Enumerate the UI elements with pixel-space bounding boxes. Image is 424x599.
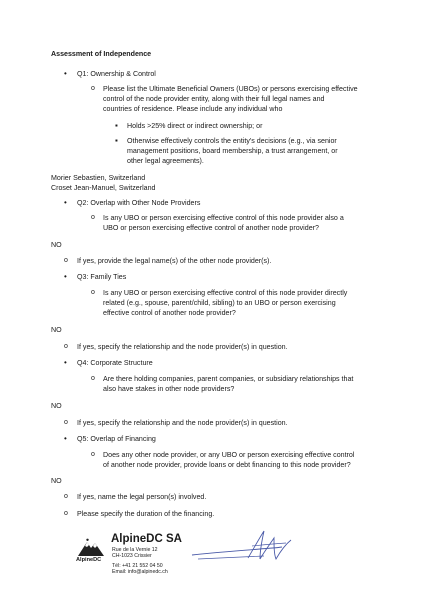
- circle-bullet-icon: o: [91, 451, 95, 458]
- question-5-followup: If yes, name the legal person(s) involved.: [77, 493, 207, 501]
- question-1-prompt-line: control of the node provider entity, along with their full legal names and: [103, 95, 325, 103]
- circle-bullet-icon: o: [64, 510, 68, 517]
- bullet-icon: •: [64, 358, 67, 367]
- alpinedc-logo-icon: [77, 538, 105, 557]
- question-3-prompt-line: effective control of another node provider?: [103, 309, 236, 317]
- question-5-followup: Please specify the duration of the financing.: [77, 510, 215, 518]
- circle-bullet-icon: o: [64, 343, 68, 350]
- question-2-followup: If yes, provide the legal name(s) of the other node provider(s).: [77, 257, 272, 265]
- answer-no: NO: [51, 402, 62, 410]
- bullet-icon: •: [64, 69, 67, 78]
- answer-name: Morier Sebastien, Switzerland: [51, 174, 146, 182]
- question-1-prompt-line: Please list the Ultimate Beneficial Owners (UBOs) or persons exercising effective: [103, 85, 358, 93]
- answer-name: Croset Jean-Manuel, Switzerland: [51, 184, 156, 192]
- question-4-prompt-line: Are there holding companies, parent companies, or subsidiary relationships that: [103, 375, 354, 383]
- criterion-control-line: other legal agreements).: [127, 157, 204, 165]
- bullet-icon: •: [64, 434, 67, 443]
- address-line: Rue de la Vernie 12: [112, 547, 158, 553]
- question-3-prompt-line: Is any UBO or person exercising effective control of this node provider directly: [103, 289, 348, 297]
- email-line: Email: info@alpinedc.ch: [112, 569, 168, 575]
- question-4-prompt-line: also have stakes in other node providers?: [103, 385, 235, 393]
- phone-line: Tél: +41 21 552 04 50: [112, 563, 163, 569]
- question-5-prompt-line: of another node provider, provide loans or debt financing to this node provider?: [103, 461, 351, 469]
- handwritten-signature: [190, 528, 312, 566]
- circle-bullet-icon: o: [64, 493, 68, 500]
- answer-no: NO: [51, 241, 62, 249]
- question-4-title: Q4: Corporate Structure: [77, 359, 153, 367]
- circle-bullet-icon: o: [91, 214, 95, 221]
- bullet-icon: •: [64, 272, 67, 281]
- question-5-prompt-line: Does any other node provider, or any UBO or person exercising effective control: [103, 451, 355, 459]
- criterion-control-line: Otherwise effectively controls the entity's decisions (e.g., via senior: [127, 137, 337, 145]
- square-bullet-icon: ▪: [115, 136, 118, 145]
- circle-bullet-icon: o: [91, 85, 95, 92]
- section-heading: Assessment of Independence: [51, 50, 152, 58]
- question-1-prompt-line: countries of residence. Please include any individual who: [103, 105, 283, 113]
- criterion-ownership: Holds >25% direct or indirect ownership; or: [127, 122, 263, 130]
- address-line: CH-1023 Crissier: [112, 553, 152, 559]
- question-2-prompt-line: Is any UBO or person exercising effective control of this node provider also a: [103, 214, 344, 222]
- square-bullet-icon: ▪: [115, 121, 118, 130]
- question-2-title: Q2: Overlap with Other Node Providers: [77, 199, 201, 207]
- question-4-followup: If yes, specify the relationship and the node provider(s) in question.: [77, 419, 288, 427]
- question-5-title: Q5: Overlap of Financing: [77, 435, 156, 443]
- circle-bullet-icon: o: [91, 375, 95, 382]
- answer-no: NO: [51, 326, 62, 334]
- logo-wordmark: AlpineDC: [76, 557, 102, 563]
- company-name: AlpineDC SA: [111, 533, 182, 545]
- circle-bullet-icon: o: [64, 419, 68, 426]
- question-2-prompt-line: UBO or person exercising effective control of another node provider?: [103, 224, 319, 232]
- circle-bullet-icon: o: [64, 257, 68, 264]
- answer-no: NO: [51, 477, 62, 485]
- question-3-followup: If yes, specify the relationship and the node provider(s) in question.: [77, 343, 288, 351]
- question-1-title: Q1: Ownership & Control: [77, 70, 156, 78]
- question-3-prompt-line: related (e.g., spouse, parent/child, sibling) to an UBO or person exercising: [103, 299, 336, 307]
- criterion-control-line: management positions, board membership, a trust arrangement, or: [127, 147, 338, 155]
- circle-bullet-icon: o: [91, 289, 95, 296]
- bullet-icon: •: [64, 198, 67, 207]
- question-3-title: Q3: Family Ties: [77, 273, 127, 281]
